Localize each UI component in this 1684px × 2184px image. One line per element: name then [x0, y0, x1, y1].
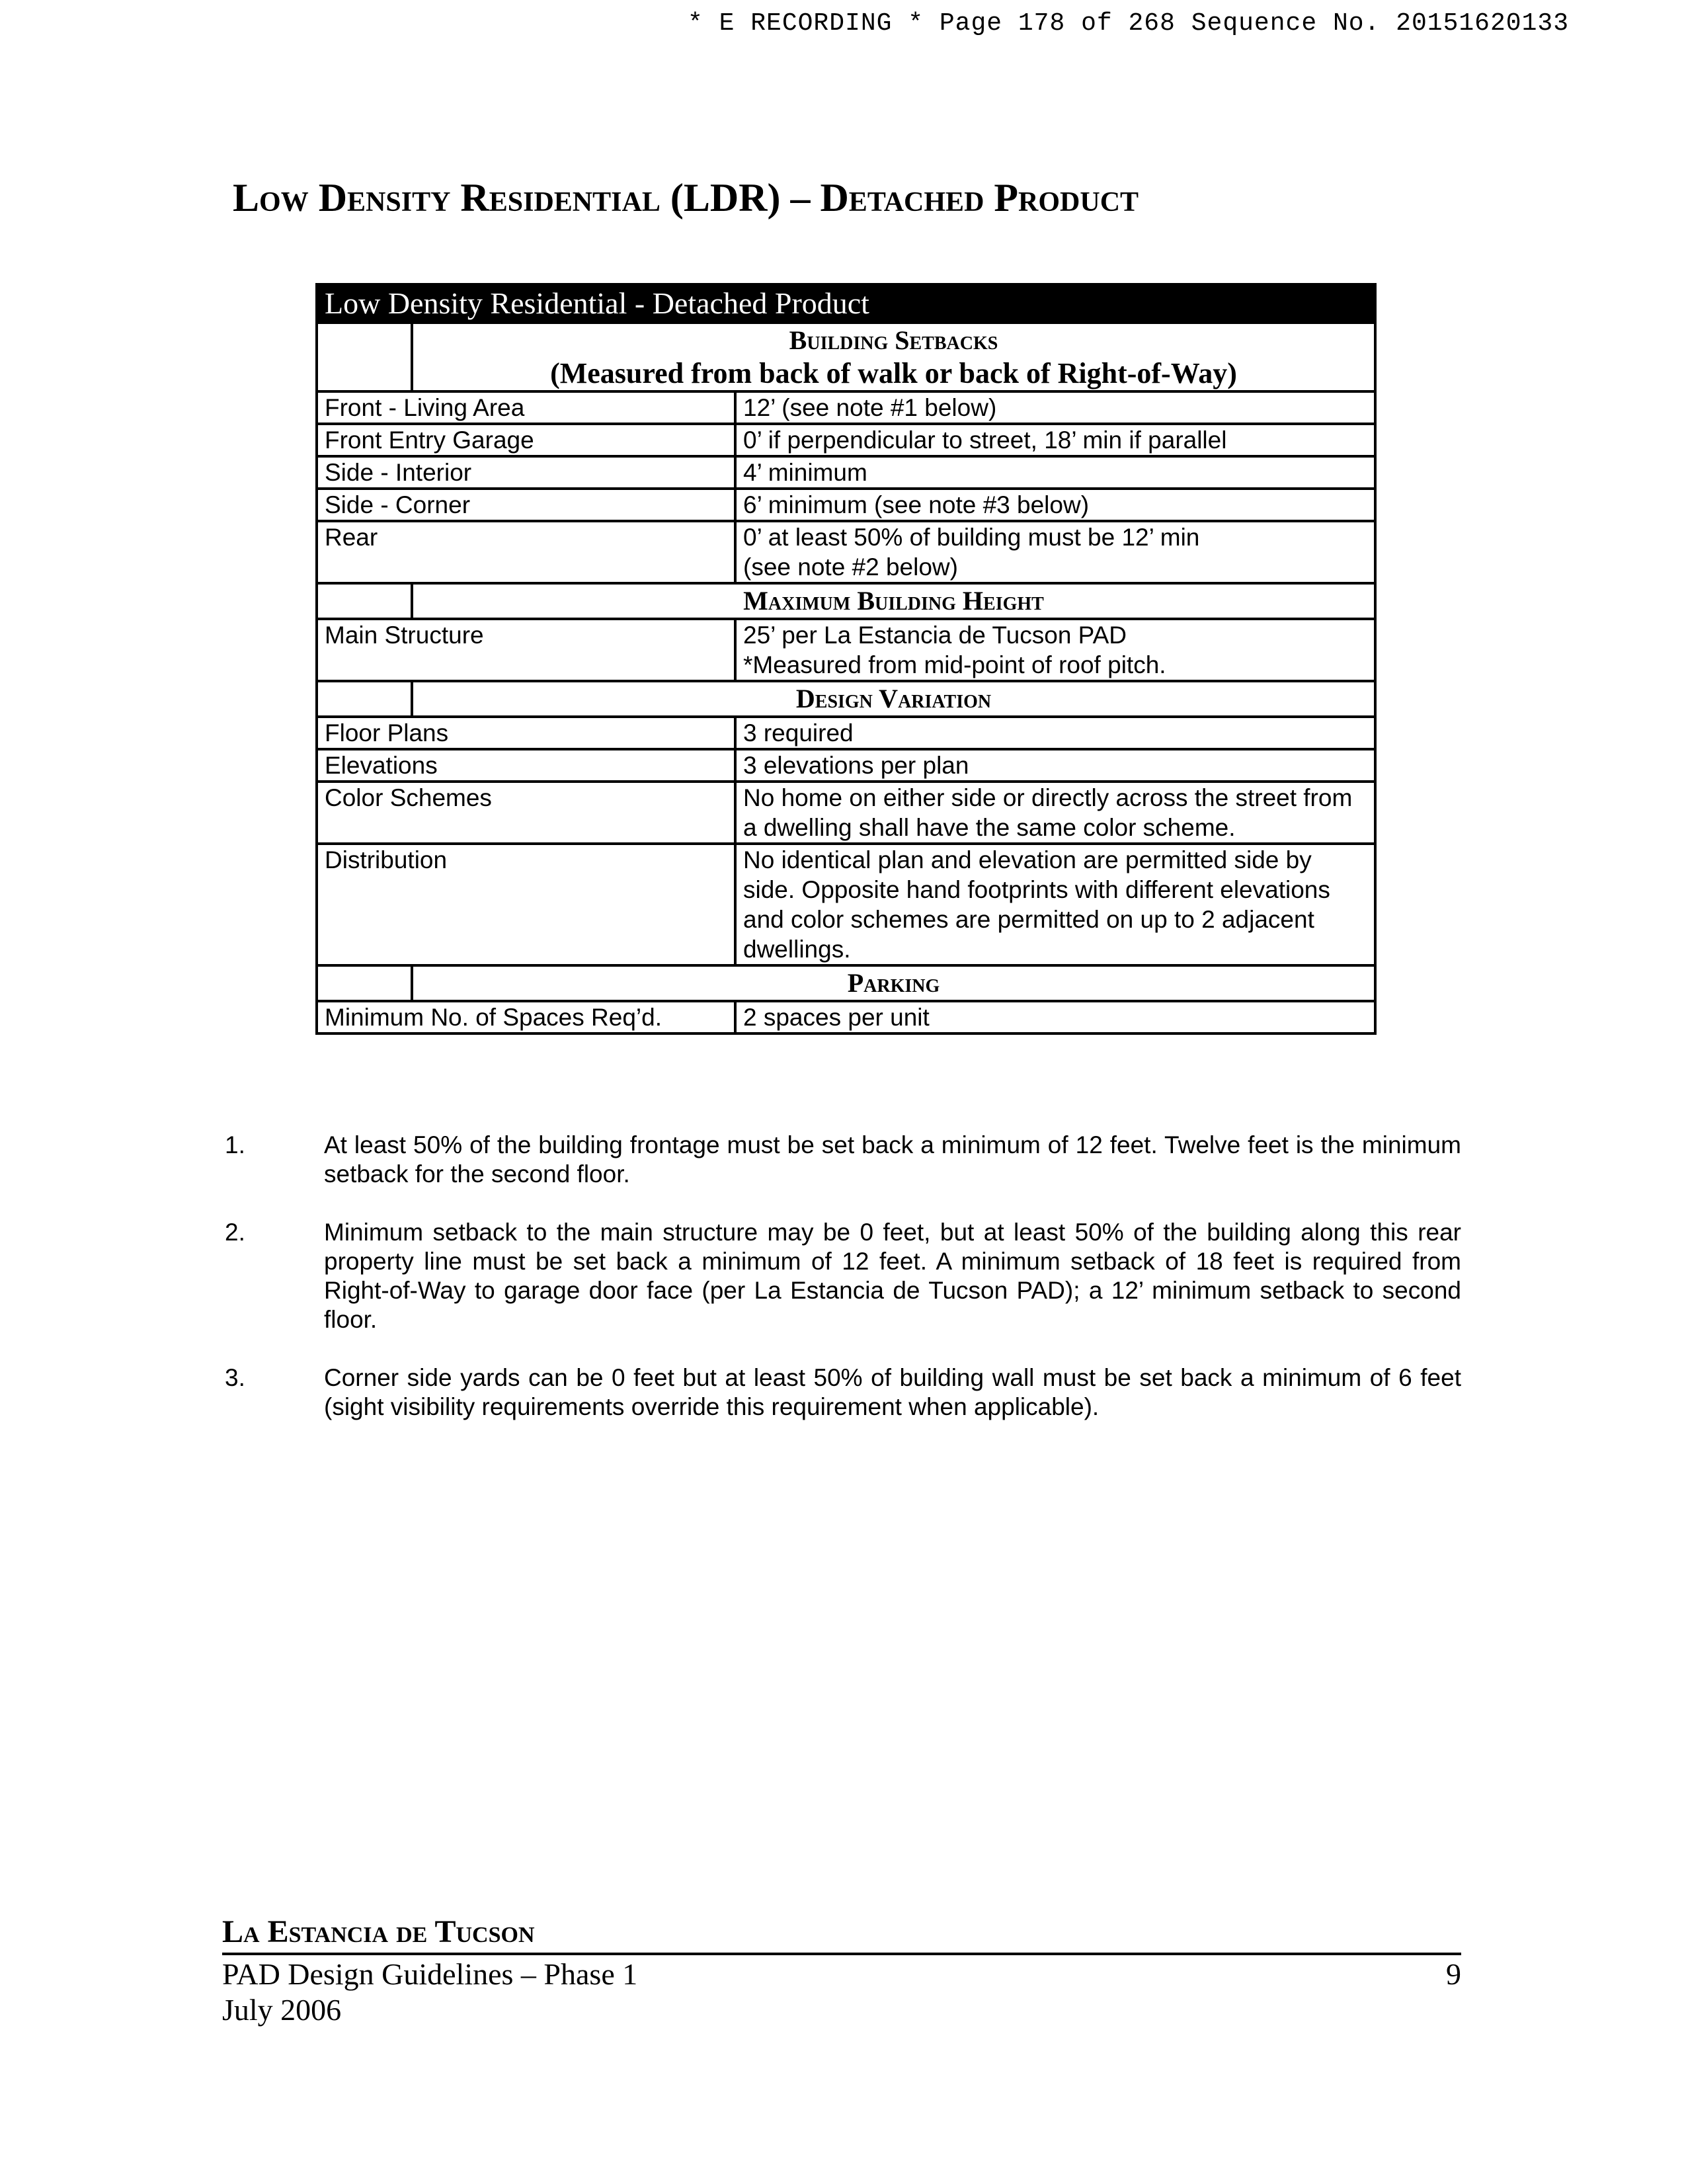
section-design-variation: Design Variation	[412, 681, 1375, 717]
row-value: 12’ (see note #1 below)	[735, 391, 1375, 424]
table-row	[317, 782, 1375, 844]
section-stub	[317, 681, 412, 717]
page-footer	[222, 1914, 1461, 2028]
row-label: Elevations	[317, 749, 735, 782]
row-value-line: (see note #2 below)	[743, 553, 958, 581]
footer-row	[222, 1957, 1461, 1992]
row-label: Side - Interior	[317, 456, 735, 489]
row-value: 3 elevations per plan	[735, 749, 1375, 782]
note-number: 3.	[225, 1364, 245, 1391]
row-label: Floor Plans	[317, 717, 735, 749]
row-value: 6’ minimum (see note #3 below)	[735, 489, 1375, 521]
section-stub	[317, 323, 412, 391]
row-value: 0’ if perpendicular to street, 18’ min if parallel	[735, 424, 1375, 456]
row-label: Distribution	[317, 844, 735, 965]
row-label: Color Schemes	[317, 782, 735, 844]
footer-document-title: PAD Design Guidelines – Phase 1	[222, 1957, 638, 1991]
section-building-setbacks	[412, 323, 1375, 391]
section-title: Building Setbacks	[789, 325, 998, 355]
note-text: Corner side yards can be 0 feet but at least 50% of building wall must be set back a minimum of 6 feet (sight visibility requirements override this requirement when applicable).	[324, 1364, 1461, 1420]
row-value-line: *Measured from mid-point of roof pitch.	[743, 651, 1166, 678]
table-row	[317, 521, 1375, 583]
note-item	[225, 1218, 1461, 1334]
row-label: Minimum No. of Spaces Req’d.	[317, 1001, 735, 1033]
table-row	[317, 489, 1375, 521]
note-item	[225, 1363, 1461, 1422]
row-value-line: 25’ per La Estancia de Tucson PAD	[743, 622, 1127, 649]
note-text: At least 50% of the building frontage must be set back a minimum of 12 feet. Twelve feet is the minimum setback for the second floor.	[324, 1131, 1461, 1188]
table-row	[317, 424, 1375, 456]
section-subtitle: (Measured from back of walk or back of Right-of-Way)	[550, 357, 1237, 389]
table-row	[317, 619, 1375, 681]
row-value: 3 required	[735, 717, 1375, 749]
section-stub	[317, 965, 412, 1001]
page-title: Low Density Residential (LDR) – Detached Product	[233, 176, 1139, 220]
table-row	[317, 456, 1375, 489]
footer-date: July 2006	[222, 1993, 342, 2027]
standards-table	[315, 283, 1374, 1035]
table-row	[317, 844, 1375, 965]
table-row	[317, 391, 1375, 424]
section-parking: Parking	[412, 965, 1375, 1001]
row-value: 4’ minimum	[735, 456, 1375, 489]
table-banner: Low Density Residential - Detached Product	[317, 284, 1375, 323]
page-number: 9	[1446, 1957, 1461, 1991]
row-value: 2 spaces per unit	[735, 1001, 1375, 1033]
note-number: 1.	[225, 1131, 245, 1158]
section-stub	[317, 583, 412, 619]
recording-stamp: * E RECORDING * Page 178 of 268 Sequence No. 20151620133	[688, 9, 1570, 38]
table-row	[317, 1001, 1375, 1033]
section-maximum-building-height: Maximum Building Height	[412, 583, 1375, 619]
notes-list	[225, 1131, 1461, 1451]
footer-brand: La Estancia de Tucson	[222, 1914, 1461, 1955]
row-value	[735, 521, 1375, 583]
row-label: Front - Living Area	[317, 391, 735, 424]
table-row	[317, 749, 1375, 782]
note-text: Minimum setback to the main structure may be 0 feet, but at least 50% of the building along this rear property line must be set back a minimum of 12 feet. A minimum setback of 18 feet is required from Right-of-Way to garage door face (per La Estancia de Tucson PAD); a 12’ minimum setback to second floor.	[324, 1219, 1461, 1333]
row-value: No identical plan and elevation are permitted side by side. Opposite hand footprints with different elevations and color schemes are permitted on up to 2 adjacent dwellings.	[735, 844, 1375, 965]
table-row	[317, 717, 1375, 749]
row-value-line: 0’ at least 50% of building must be 12’ min	[743, 524, 1200, 551]
row-value	[735, 619, 1375, 681]
row-label: Main Structure	[317, 619, 735, 681]
row-value: No home on either side or directly across the street from a dwelling shall have the same color scheme.	[735, 782, 1375, 844]
row-label: Side - Corner	[317, 489, 735, 521]
note-item	[225, 1131, 1461, 1189]
row-label: Rear	[317, 521, 735, 583]
row-label: Front Entry Garage	[317, 424, 735, 456]
note-number: 2.	[225, 1219, 245, 1246]
